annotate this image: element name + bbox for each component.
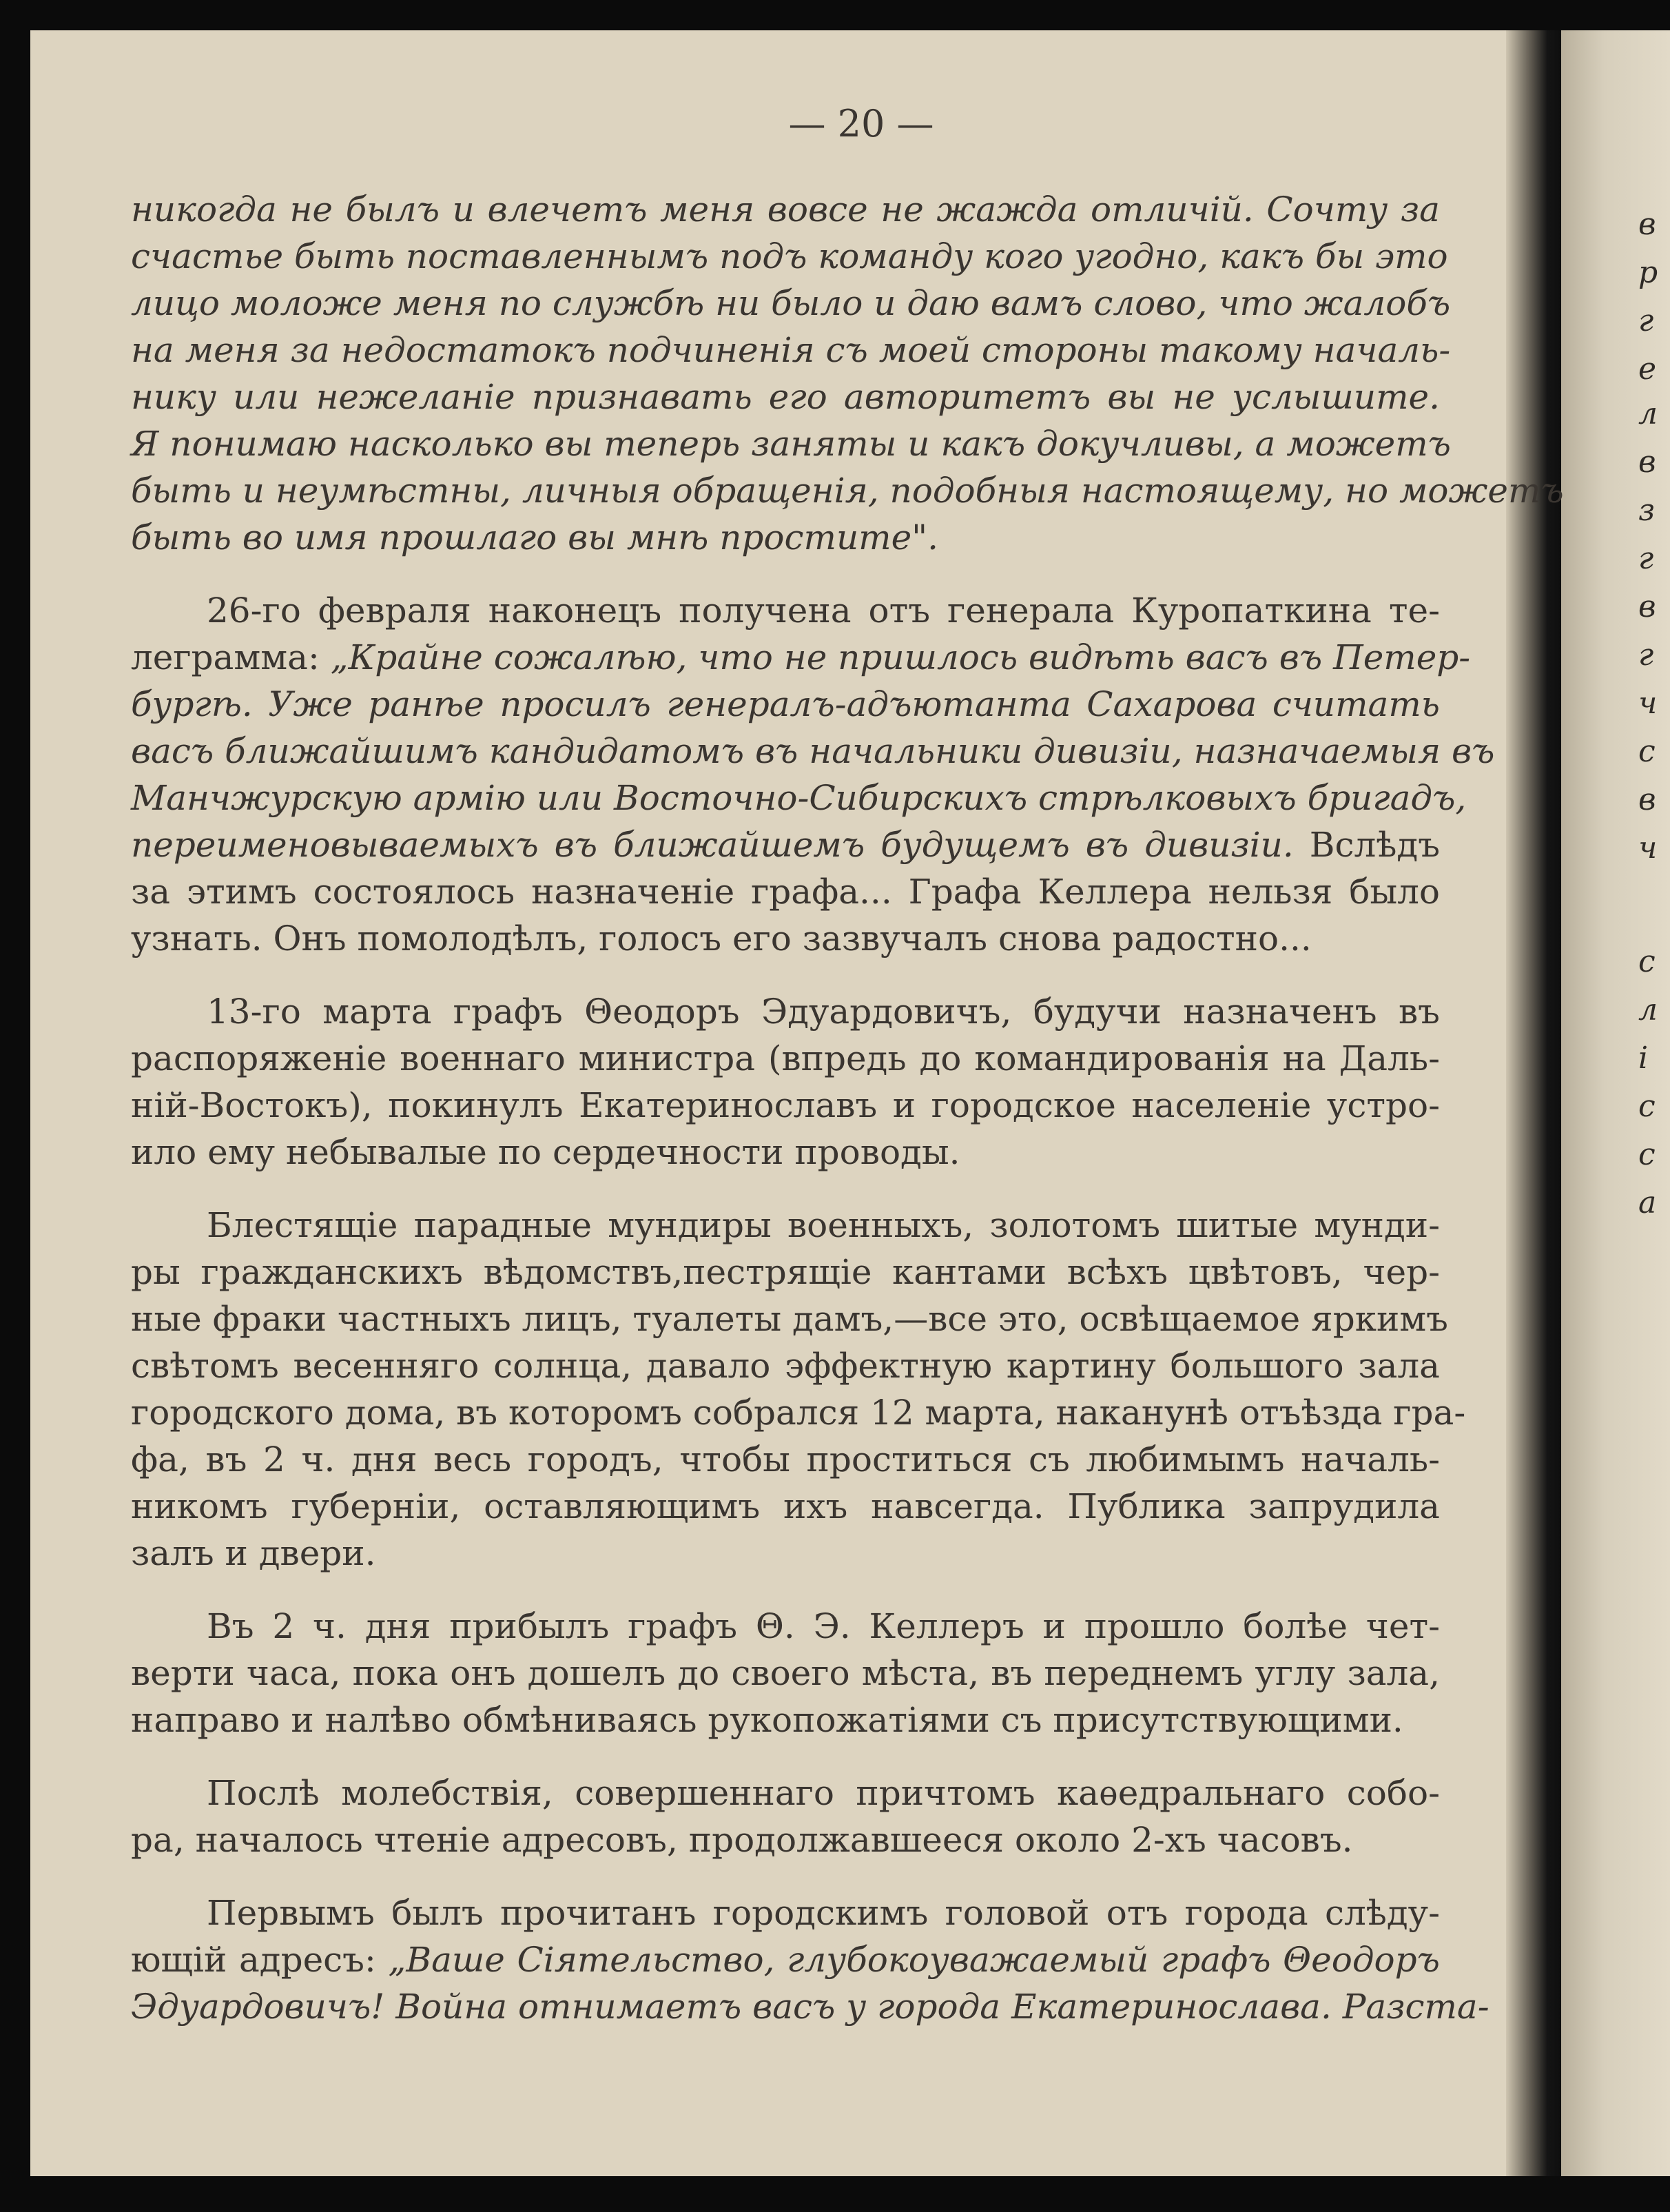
text-segment: Блестящіе парадные мундиры военныхъ, золотомъ шитые мунди- [207,1205,1440,1245]
text-segment: никогда не былъ и влечетъ меня вовсе не жажда отличій. Сочту за [131,190,1440,229]
text-segment: ній-Востокъ), покинулъ Екатеринославъ и городское населеніе устро- [131,1085,1440,1125]
text-segment: быть и неумѣстны, личныя обращенія, подобныя настоящему, но можетъ [131,471,1564,511]
text-segment: счастье быть поставленнымъ подъ команду кого угодно, какъ бы это [131,236,1448,276]
text-line [131,1035,1440,1082]
text-segment: бургѣ. Уже ранѣе просилъ генералъ-адъютанта Сахарова считать [131,684,1440,724]
margin-letter: с [1638,1137,1656,1172]
text-segment: Манчжурскую армію или Восточно-Сибирскихъ стрѣлковыхъ бригадъ, [131,778,1467,818]
text-segment: васъ ближайшимъ кандидатомъ въ начальники дивизіи, назначаемыя въ [131,731,1495,771]
text-line [131,1129,1440,1176]
text-segment: Въ 2 ч. дня прибылъ графъ Θ. Э. Келлеръ и прошло болѣе чет- [207,1606,1440,1646]
text-line [131,821,1440,868]
text-segment: свѣтомъ весенняго солнца, давало эффектную картину большого зала [131,1346,1440,1386]
margin-letter: в [1638,782,1656,817]
page-text [131,186,1564,2030]
text-line [131,1983,1489,2030]
text-segment: ющій адресъ: [131,1940,389,1980]
text-line [131,1890,1440,1936]
text-segment: за этимъ состоялось назначеніе графа... Графа Келлера нельзя было [131,872,1440,912]
margin-letter: ч [1638,686,1658,721]
text-segment: фа, въ 2 ч. дня весь городъ, чтобы проститься съ любимымъ началь- [131,1440,1440,1479]
text-segment: переименовываемыхъ въ ближайшемъ будущемъ въ дивизіи. [131,825,1294,865]
text-line [131,1436,1440,1483]
text-line [131,467,1564,514]
text-segment: Первымъ былъ прочитанъ городскимъ головой отъ города слѣду- [207,1893,1440,1933]
text-line [131,728,1495,775]
text-segment: Эдуардовичъ! Война отнимаетъ васъ у города Екатеринослава. Разста- [131,1987,1489,2027]
text-line [131,514,1440,561]
text-line [131,1296,1448,1342]
text-line [131,1342,1440,1389]
margin-letter: з [1638,493,1655,528]
text-segment: распоряженіе военнаго министра (впредь до командированія на Даль- [131,1038,1440,1078]
text-line [131,1770,1440,1816]
text-segment: узнать. Онъ помолодѣлъ, голосъ его зазвучалъ снова радостно... [131,919,1312,959]
text-segment: верти часа, пока онъ дошелъ до своего мѣста, въ переднемъ углу зала, [131,1653,1440,1693]
text-segment: Вслѣдъ [1293,825,1441,865]
margin-letter: л [1638,992,1658,1027]
text-segment: на меня за недостатокъ подчиненія съ моей стороны такому началь- [131,330,1451,370]
text-line [131,775,1467,821]
text-line [131,1603,1440,1650]
text-line [131,1816,1440,1863]
text-segment: ные фраки частныхъ лицъ, туалеты дамъ,—все это, освѣщаемое яркимъ [131,1299,1448,1339]
text-segment: „Крайне сожалѣю, что не пришлось видѣть васъ въ Петер- [330,637,1471,677]
book-gutter [1506,30,1561,2212]
text-segment: ило ему небывалые по сердечности проводы. [131,1132,960,1172]
paragraph [131,1603,1440,1743]
margin-letter: р [1638,255,1658,290]
margin-letter: г [1638,637,1654,673]
text-segment: Я понимаю насколько вы теперь заняты и какъ докучливы, а можетъ [131,424,1451,464]
scan-top-border [0,0,1670,30]
text-line [131,1483,1440,1530]
text-segment: 13-го марта графъ Θеодоръ Эдуардовичъ, будучи назначенъ въ [207,992,1440,1032]
paragraph [131,1202,1466,1577]
margin-letter: г [1638,303,1654,338]
margin-letter: ч [1638,830,1658,866]
text-line [131,634,1471,681]
text-line [131,1249,1440,1296]
scan-bottom-border [0,2176,1670,2212]
text-segment: ры гражданскихъ вѣдомствъ,пестрящіе кантами всѣхъ цвѣтовъ, чер- [131,1252,1440,1292]
margin-letter: і [1638,1041,1649,1076]
margin-letter: г [1638,541,1654,576]
text-line [131,373,1440,420]
text-segment: 26-го февраля наконецъ получена отъ генерала Куропаткина те- [207,591,1440,631]
page-number: — 20 — [788,102,934,145]
text-line [131,681,1440,728]
text-line [131,915,1440,962]
text-line [131,988,1440,1035]
text-segment: залъ и двери. [131,1533,376,1573]
text-line [131,1082,1440,1129]
paragraph-gap [131,1863,1440,1890]
text-segment: „Ваше Сіятельство, глубокоуважаемый графъ Θеодоръ [388,1940,1440,1980]
text-line [131,1697,1440,1743]
margin-letter: в [1638,589,1656,624]
margin-letter: с [1638,734,1656,769]
text-line [131,868,1440,915]
paragraph [131,1890,1489,2030]
margin-letter: а [1638,1185,1657,1220]
text-line [131,420,1451,467]
text-line [131,1389,1466,1436]
margin-letter: в [1638,207,1656,242]
text-segment: нику или нежеланіе признавать его авторитетъ вы не услышите. [131,377,1440,417]
paragraph-gap [131,962,1440,988]
text-line [131,186,1440,233]
text-segment: никомъ губерніи, оставляющимъ ихъ навсегда. Публика запрудила [131,1486,1440,1526]
text-line [131,587,1440,634]
text-segment: направо и налѣво обмѣниваясь рукопожатіями съ присутствующими. [131,1700,1403,1740]
margin-letter: с [1638,1089,1656,1124]
margin-letter: в [1638,444,1656,480]
margin-letter: с [1638,944,1656,979]
text-line [131,1650,1440,1697]
paragraph-gap [131,1577,1440,1603]
paragraph [131,988,1440,1176]
text-segment: Послѣ молебствія, совершеннаго причтомъ каѳедральнаго собо- [207,1773,1440,1813]
text-line [131,233,1448,280]
paragraph [131,1770,1440,1863]
margin-letter: л [1638,396,1658,431]
text-line [131,1530,1440,1577]
paragraph-gap [131,561,1440,587]
margin-letter: е [1638,351,1657,387]
text-line [131,327,1451,373]
text-line [131,280,1451,327]
text-segment: быть во имя прошлаго вы мнѣ простите". [131,518,939,557]
text-segment: лицо моложе меня по службѣ ни было и даю вамъ слово, что жалобъ [131,283,1451,323]
paragraph [131,587,1495,962]
text-segment: леграмма: [131,637,331,677]
text-segment: городского дома, въ которомъ собрался 12 марта, наканунѣ отъѣзда гра- [131,1393,1466,1433]
text-line [131,1202,1440,1249]
paragraph [131,186,1564,561]
paragraph-gap [131,1176,1440,1202]
paragraph-gap [131,1743,1440,1770]
text-segment: ра, началось чтеніе адресовъ, продолжавшееся около 2-хъ часовъ. [131,1820,1353,1860]
text-line [131,1936,1440,1983]
